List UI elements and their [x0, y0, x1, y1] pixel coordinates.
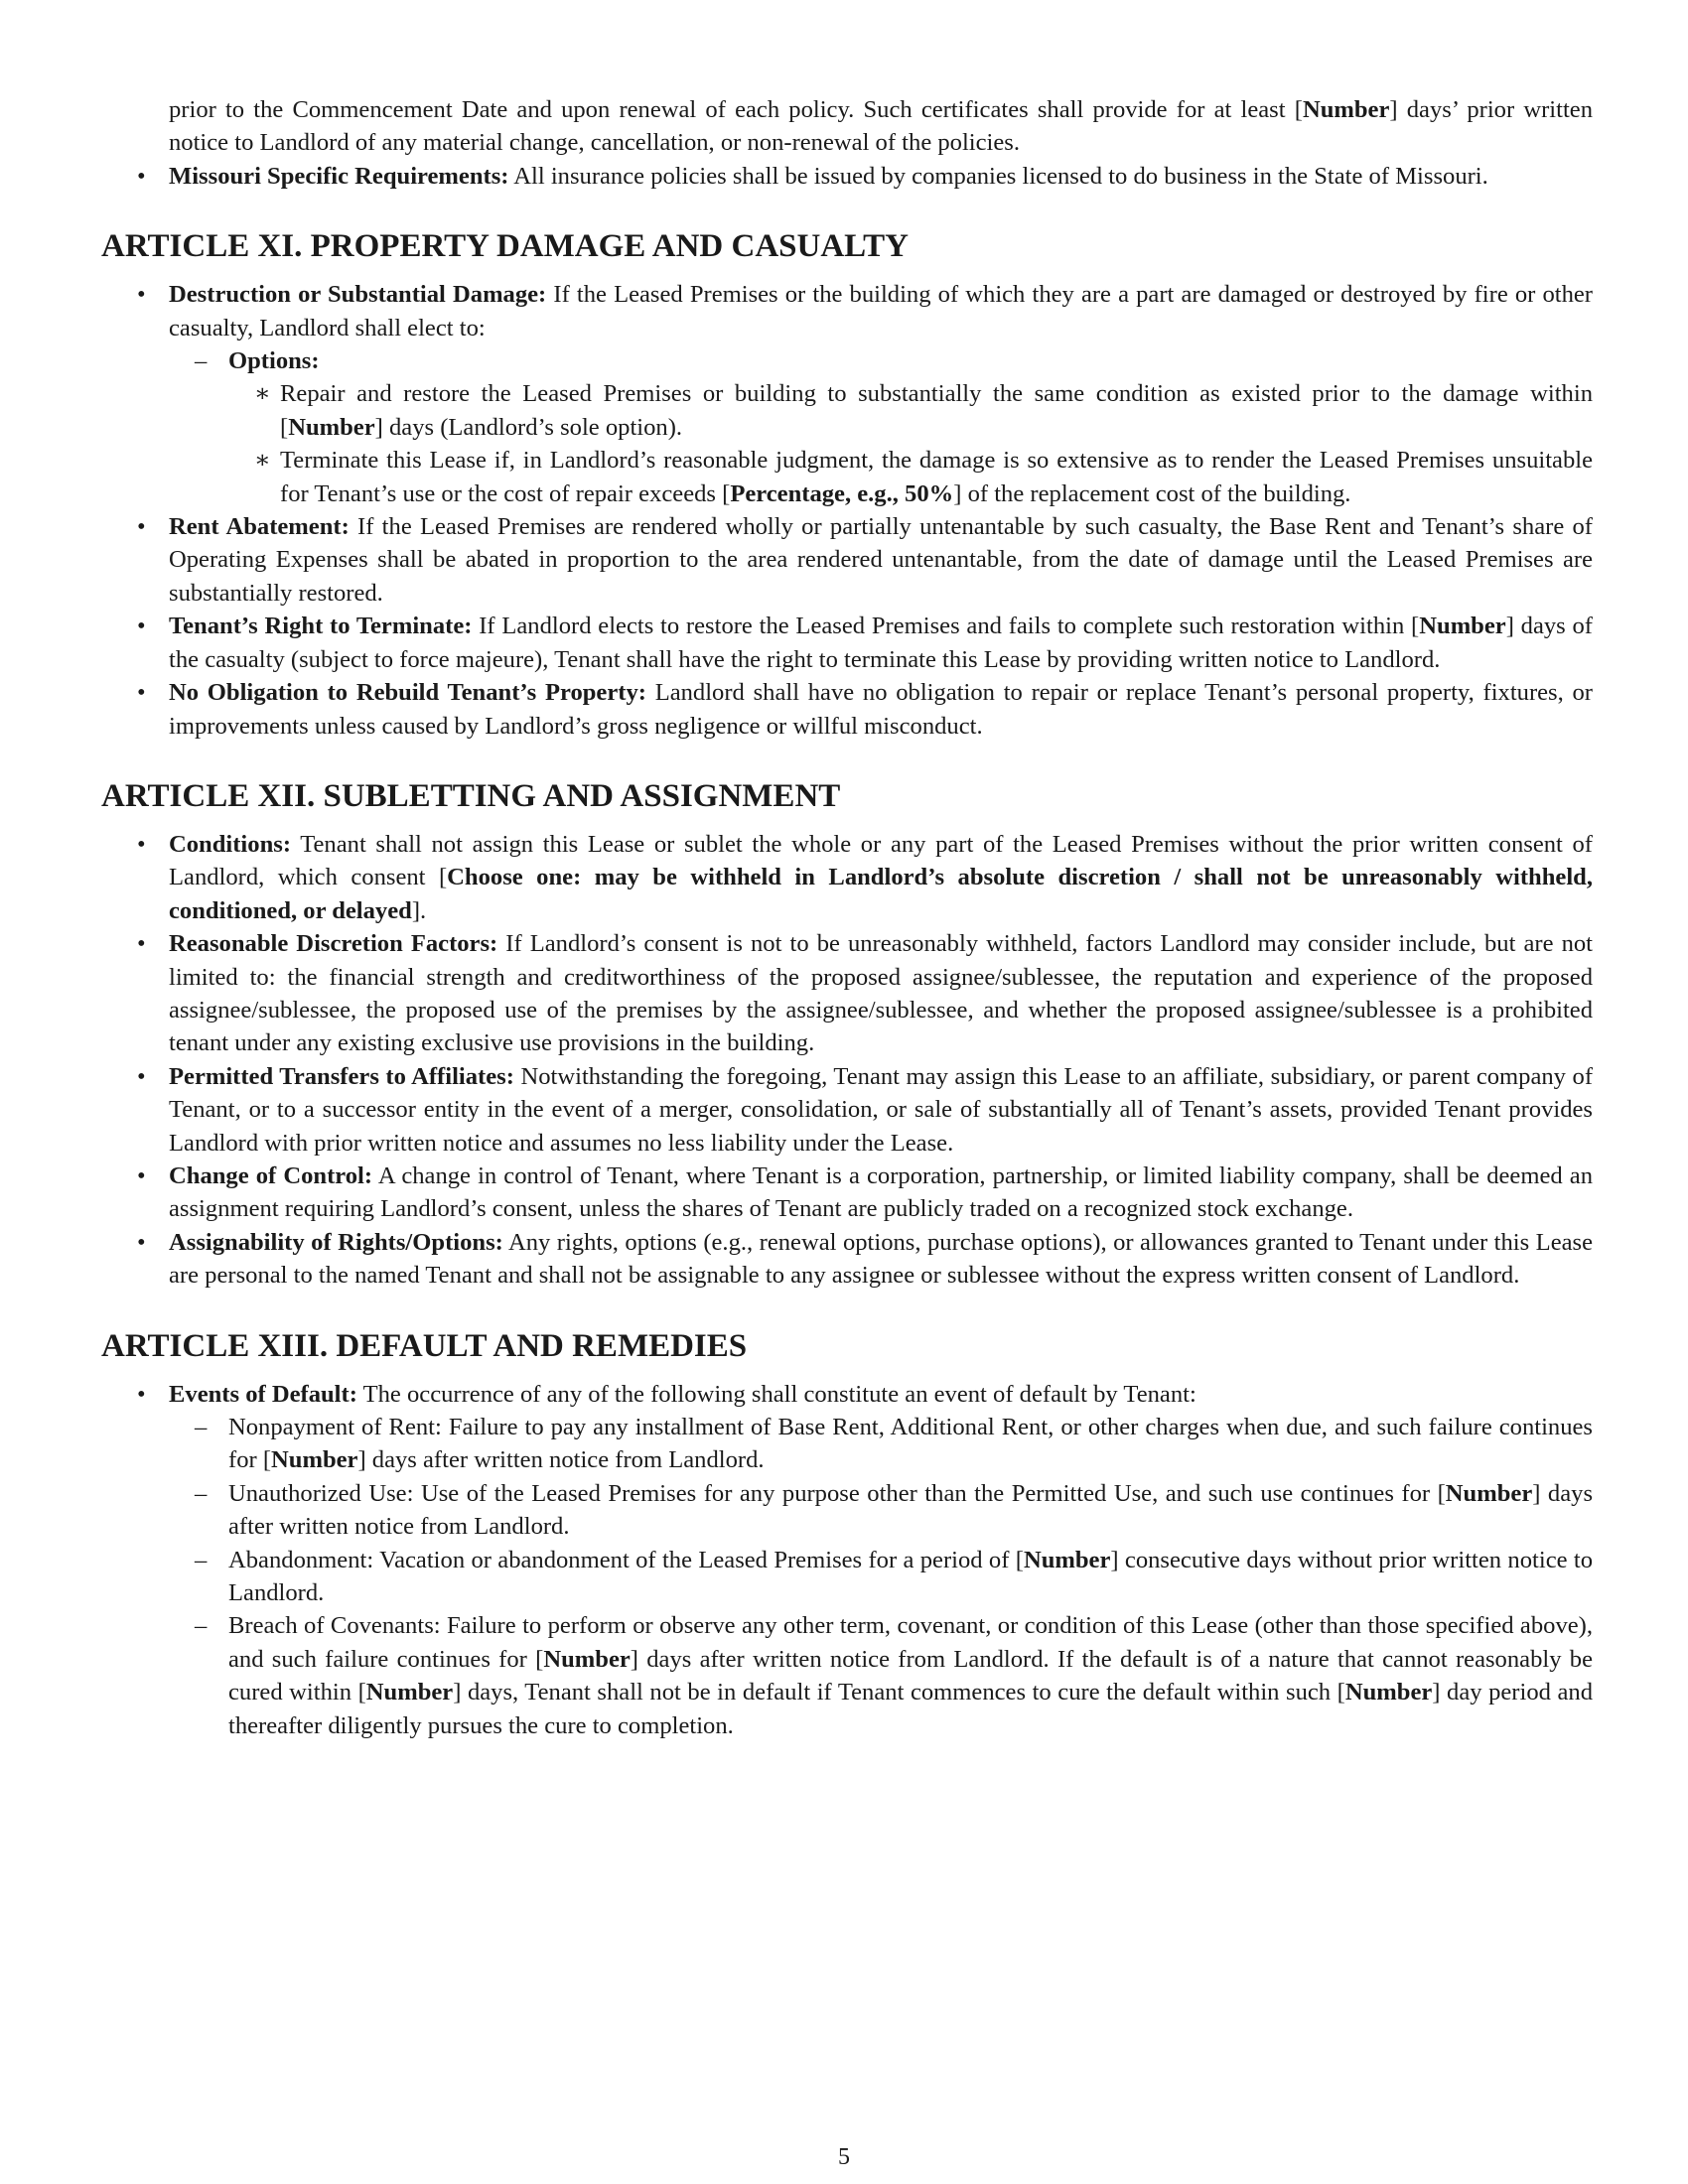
- list-item-unauthorized-use: – Unauthorized Use: Use of the Leased Premises for any purpose other than the Permitted Use, and such use continues for [Number] days after written notice from Landlord.: [169, 1477, 1593, 1544]
- insurance-list-tail: [101, 160, 1593, 193]
- list-item-assignability: • Assignability of Rights/Options: Any rights, options (e.g., renewal options, purchase options), or allowances granted to Tenant under this Lease are personal to the named Tenant and shall not be assignable to any assignee or sublessee without the express written consent of Landlord.: [101, 1226, 1593, 1293]
- article-12-heading: ARTICLE XII. SUBLETTING AND ASSIGNMENT: [101, 777, 841, 814]
- list-item-right-to-terminate: • Tenant’s Right to Terminate: If Landlord elects to restore the Leased Premises and fails to complete such restoration within [Number] days of the casualty (subject to force majeure), Tenant shall have the right to terminate this Lease by providing written notice to Landlord.: [101, 610, 1593, 676]
- list-item-conditions: • Conditions: Tenant shall not assign this Lease or sublet the whole or any part of the Leased Premises without the prior written consent of Landlord, which consent [Choose one: may be withheld in Landlord’s absolute discretion / shall not be unreasonably withheld, conditioned, or delayed].: [101, 828, 1593, 927]
- page-number: 5: [838, 2144, 850, 2170]
- document-page: [101, 93, 1593, 2118]
- default-events-list: [169, 1411, 1593, 1742]
- insurance-certificates-continuation: prior to the Commencement Date and upon renewal of each policy. Such certificates shall provide for at least [Number] days’ prior written notice to Landlord of any material change, cancellation, or non-renewal of the policies.: [169, 96, 1593, 157]
- options-list: [169, 344, 1593, 510]
- article-13-list: [101, 1378, 1593, 1742]
- list-item-options: – Options: ∗ Repair and restore the Leased Premises or building to substantially the same condition as existed prior to the damage within [Number] days (Landlord’s sole option). ∗ Terminate this Lease if, in Landlord’s reasonable judgment, the damage is so extensive as to render the Leased Premises unsuitable for Tenant’s use or the cost of repair exceeds [Percentage, e.g., 50%] of the replacement cost of the building.: [169, 344, 1593, 510]
- list-item-terminate-option: ∗ Terminate this Lease if, in Landlord’s reasonable judgment, the damage is so extensive as to render the Leased Premises unsuitable for Tenant’s use or the cost of repair exceeds [Percentage, e.g., 50%] of the replacement cost of the building.: [228, 444, 1593, 510]
- options-sublist: [228, 377, 1593, 510]
- list-item-events-of-default: • Events of Default: The occurrence of any of the following shall constitute an event of default by Tenant: – Nonpayment of Rent: Failure to pay any installment of Base Rent, Additional Rent, or other charges when due, and such failure continues for [Number] days after written notice from Landlord. – Unauthorized Use: Use of the Leased Premises for any purpose other than the Permitted Use, and such use continues for [Number] days after written notice from Landlord. – Abandonment: Vacation or abandonment of the Leased Premises for a period of [Number] consecutive days without prior written notice to Landlord. – Breach of Covenants: Failure to perform or observe any other term, covenant, or condition of this Lease (other than those specified above), and such failure continues for [Number] days after written notice from Landlord. If the default is of a nature that cannot reasonably be cured within [Number] days, Tenant shall not be in default if Tenant commences to cure the default within such [Number] day period and thereafter diligently pursues the cure to completion.: [101, 1378, 1593, 1742]
- article-12-list: [101, 828, 1593, 1293]
- list-item-permitted-transfers: • Permitted Transfers to Affiliates: Notwithstanding the foregoing, Tenant may assign this Lease to an affiliate, subsidiary, or parent company of Tenant, or to a successor entity in the event of a merger, consolidation, or sale of substantially all of Tenant’s assets, provided Tenant provides Landlord with prior written notice and assumes no less liability under the Lease.: [101, 1060, 1593, 1160]
- list-item-reasonable-discretion: • Reasonable Discretion Factors: If Landlord’s consent is not to be unreasonably withheld, factors Landlord may consider include, but are not limited to: the financial strength and creditworthiness of the proposed assignee/sublessee, the reputation and experience of the proposed assignee/sublessee, the proposed use of the premises by the assignee/sublessee, and whether the proposed assignee/sublessee is a prohibited tenant under any existing exclusive use provisions in the building.: [101, 927, 1593, 1060]
- article-11-heading: ARTICLE XI. PROPERTY DAMAGE AND CASUALTY: [101, 228, 909, 265]
- list-item-destruction: • Destruction or Substantial Damage: If the Leased Premises or the building of which they are a part are damaged or destroyed by fire or other casualty, Landlord shall elect to: – Options: ∗ Repair and restore the Leased Premises or building to substantially the same condition as existed prior to the damage within [Number] days (Landlord’s sole option). ∗ Terminate this Lease if, in Landlord’s reasonable judgment, the damage is so extensive as to render the Leased Premises unsuitable for Tenant’s use or the cost of repair exceeds [Percentage, e.g., 50%] of the replacement cost of the building.: [101, 278, 1593, 510]
- list-item-rent-abatement: • Rent Abatement: If the Leased Premises are rendered wholly or partially untenantable by such casualty, the Base Rent and Tenant’s share of Operating Expenses shall be abated in proportion to the area rendered untenantable, from the date of damage until the Leased Premises are substantially restored.: [101, 510, 1593, 610]
- article-11-list: [101, 278, 1593, 743]
- list-item-no-obligation: • No Obligation to Rebuild Tenant’s Property: Landlord shall have no obligation to repair or replace Tenant’s personal property, fixtures, or improvements unless caused by Landlord’s gross negligence or willful misconduct.: [101, 676, 1593, 743]
- article-13-heading: ARTICLE XIII. DEFAULT AND REMEDIES: [101, 1327, 748, 1364]
- list-item-missouri: • Missouri Specific Requirements: All insurance policies shall be issued by companies licensed to do business in the State of Missouri.: [101, 160, 1593, 193]
- list-item-nonpayment: – Nonpayment of Rent: Failure to pay any installment of Base Rent, Additional Rent, or other charges when due, and such failure continues for [Number] days after written notice from Landlord.: [169, 1411, 1593, 1477]
- list-item-breach-of-covenants: – Breach of Covenants: Failure to perform or observe any other term, covenant, or condition of this Lease (other than those specified above), and such failure continues for [Number] days after written notice from Landlord. If the default is of a nature that cannot reasonably be cured within [Number] days, Tenant shall not be in default if Tenant commences to cure the default within such [Number] day period and thereafter diligently pursues the cure to completion.: [169, 1609, 1593, 1742]
- list-item-change-of-control: • Change of Control: A change in control of Tenant, where Tenant is a corporation, partnership, or limited liability company, shall be deemed an assignment requiring Landlord’s consent, unless the shares of Tenant are publicly traded on a recognized stock exchange.: [101, 1160, 1593, 1226]
- list-item-abandonment: – Abandonment: Vacation or abandonment of the Leased Premises for a period of [Number] consecutive days without prior written notice to Landlord.: [169, 1544, 1593, 1610]
- list-item-repair-option: ∗ Repair and restore the Leased Premises or building to substantially the same condition as existed prior to the damage within [Number] days (Landlord’s sole option).: [228, 377, 1593, 444]
